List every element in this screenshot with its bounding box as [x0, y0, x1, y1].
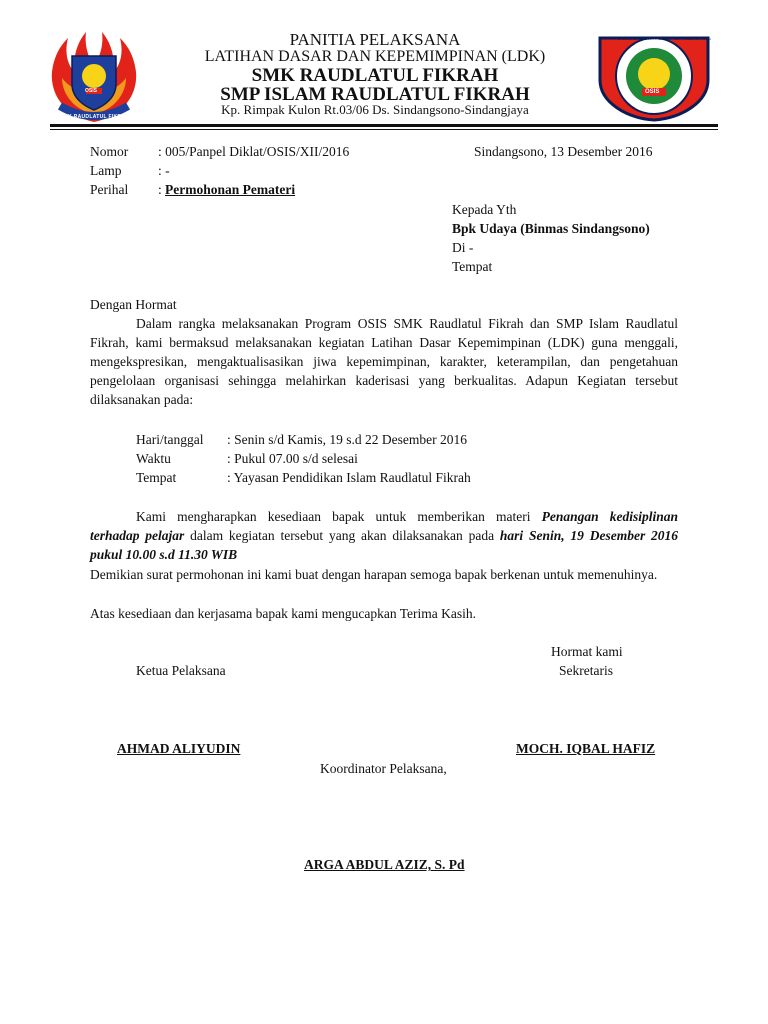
greeting: Dengan Hormat — [90, 297, 177, 312]
perihal-colon: : — [158, 182, 162, 197]
schedule-value: : Senin s/d Kamis, 19 s.d 22 Desember 2016 — [227, 432, 467, 447]
koordinator-label: Koordinator Pelaksana, — [320, 761, 447, 776]
recipient-to: Kepada Yth — [452, 202, 517, 217]
paragraph-2-time: pukul 10.00 s.d 11.30 WIB — [90, 547, 238, 562]
address: Kp. Rimpak Kulon Rt.03/06 Ds. Sindangsono-Sindangjaya — [221, 102, 529, 117]
paragraph-2-line-2 — [90, 527, 678, 545]
school-name-smp: SMP ISLAM RAUDLATUL FIKRAH — [220, 84, 530, 105]
lamp-label: Lamp — [90, 163, 122, 178]
header-rule-thick — [50, 124, 718, 127]
logo-right-badge: OSIS — [645, 89, 660, 95]
paragraph-1-line-4: pengelolaan organisasi sehingga melahirkan kaderisasi yang berkualitas. Adapun Kegiatan tersebut — [90, 373, 678, 388]
lamp-value: : - — [158, 163, 170, 178]
paragraph-1-line-3: mengekspresikan, mengaktualisasikan jiwa kepemimpinan, karakter, keterampilan, dan pengetahuan — [90, 354, 678, 369]
sekretaris-label: Sekretaris — [559, 663, 613, 678]
ketua-label: Ketua Pelaksana — [136, 663, 226, 678]
event-title: LATIHAN DASAR DAN KEPEMIMPINAN (LDK) — [204, 48, 546, 65]
committee-title: PANITIA PELAKSANA — [289, 30, 461, 49]
place-date: Sindangsono, 13 Desember 2016 — [474, 144, 653, 159]
recipient-name: Bpk Udaya (Binmas Sindangsono) — [452, 221, 650, 236]
logo-left-text: SMK RAUDLATUL FIKRAH — [60, 114, 130, 120]
paragraph-1-line-5: dilaksanakan pada: — [90, 392, 194, 407]
schedule-label: Tempat — [136, 470, 177, 485]
schedule-label: Waktu — [136, 451, 171, 466]
paragraph-4: Atas kesediaan dan kerjasama bapak kami mengucapkan Terima Kasih. — [90, 606, 477, 621]
paragraph-1-line-2: Fikrah, kami bermaksud melaksanakan kegiatan Latihan Dasar Kepemimpinan (LDK) guna menggali, — [90, 335, 678, 350]
paragraph-2-text-b: dalam kegiatan tersebut yang akan dilaksanakan pada — [190, 528, 495, 543]
hormat-kami: Hormat kami — [551, 644, 623, 659]
paragraph-2-date: hari Senin, 19 Desember 2016 — [499, 528, 679, 543]
header-rule-thin — [50, 129, 718, 130]
perihal-label: Perihal — [90, 182, 129, 197]
koordinator-name: ARGA ABDUL AZIZ, S. Pd — [304, 857, 465, 872]
perihal-value: Permohonan Pemateri — [165, 182, 296, 197]
paragraph-3: Demikian surat permohonan ini kami buat dengan harapan semoga bapak berkenan untuk memenuhinya. — [90, 567, 658, 582]
paragraph-2-topic-b: terhadap pelajar — [90, 528, 185, 543]
logo-right — [596, 30, 712, 122]
sekretaris-name: MOCH. IQBAL HAFIZ — [516, 741, 656, 756]
paragraph-2-line-1 — [136, 508, 678, 526]
paragraph-1-line-1: Dalam rangka melaksanakan Program OSIS SMK Raudlatul Fikrah dan SMP Islam Raudlatul — [136, 316, 678, 331]
logo-left — [46, 26, 142, 126]
paragraph-2-topic-a: Penangan kedisiplinan — [541, 509, 679, 524]
nomor-value: : 005/Panpel Diklat/OSIS/XII/2016 — [158, 144, 350, 159]
paragraph-2-text-a: Kami mengharapkan kesediaan bapak untuk memberikan materi — [136, 509, 531, 524]
logo-left-badge: OSIS — [85, 88, 97, 94]
logo-right-ring-text: ORGANISASI SISWA INTRA SEKOLAH · SMP RAUDLATUL FIKRAH — [618, 37, 711, 41]
recipient-di: Di - — [452, 240, 474, 255]
schedule-label: Hari/tanggal — [136, 432, 204, 447]
nomor-label: Nomor — [90, 144, 129, 159]
ketua-name: AHMAD ALIYUDIN — [117, 741, 241, 756]
school-name-smk: SMK RAUDLATUL FIKRAH — [251, 65, 499, 86]
schedule-value: : Yayasan Pendidikan Islam Raudlatul Fikrah — [227, 470, 471, 485]
schedule-value: : Pukul 07.00 s/d selesai — [227, 451, 358, 466]
recipient-place: Tempat — [452, 259, 493, 274]
